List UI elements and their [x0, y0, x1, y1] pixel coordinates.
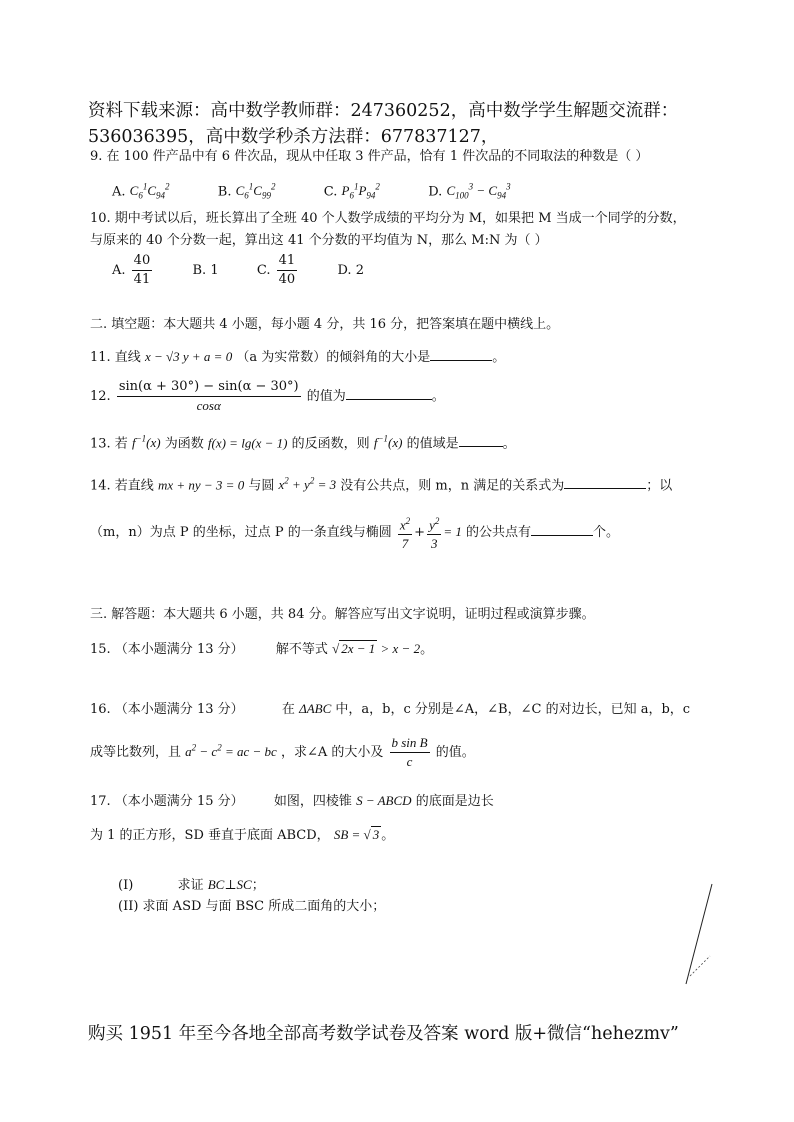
question-12	[90, 378, 445, 415]
question-17-line-1	[90, 790, 494, 813]
question-17-line-2: 为 1 的正方形，SD 垂直于底面 ABCD， SB = √ 3 。	[90, 827, 395, 843]
q9-option-d-expr: $C_{100}^3 - C_{94}^3$	[446, 182, 511, 201]
q17-part1-text: 求证	[177, 878, 204, 893]
section-2-heading: 二. 填空题：本大题共 4 小题，每小题 4 分，共 16 分，把答案填在题中横线上。	[90, 317, 560, 332]
q13-function: f(x) = lg(x − 1)	[207, 435, 288, 451]
q12-answer-blank[interactable]	[346, 385, 432, 400]
q17-line1a: 如图，四棱锥	[273, 794, 352, 809]
q17-part1: (I)	[118, 878, 134, 893]
section-3-heading: 三. 解答题：本大题共 6 小题，共 84 分。解答应写出文字说明，证明过程或演算步骤。	[90, 607, 595, 622]
question-16-line-1	[90, 698, 690, 721]
q16-label: 16. （本小题满分 13 分）	[90, 702, 244, 717]
q16-triangle: ΔABC	[299, 701, 332, 716]
q9-option-b-label: B.	[217, 184, 232, 200]
q13-end: 。	[502, 436, 516, 452]
question-17-part-1: (I) 求证 BC⊥SC；	[118, 877, 265, 893]
q16-condition: $a^2 - c^2$ = ac − bc	[185, 742, 277, 759]
footer-advert: 购买 1951 年至今各地全部高考数学试卷及答案 word 版+微信“hehezmv”	[88, 1024, 679, 1044]
question-9-text: 9. 在 100 件产品中有 6 件次品，现从中任取 3 件产品，恰有 1 件次品的不同取法的种数是（ ）	[90, 149, 649, 164]
q14-line-eq: mx + ny − 3 = 0	[157, 477, 245, 493]
q9-option-a-label: A.	[112, 184, 126, 200]
q17-perpendicular: BC⊥SC	[207, 877, 252, 892]
q13-inverse-1: $f^{-1}(x)$	[131, 434, 161, 451]
q15-label: 15. （本小题满分 13 分）	[90, 642, 244, 657]
q10-fa-den: 41	[133, 272, 151, 287]
q17-line1b: 的底面是边长	[415, 794, 494, 809]
q16-pre: 在	[281, 702, 295, 717]
q14-line1a: 14. 若直线	[90, 478, 154, 494]
q14-ellipse-x-term: $\frac{x^2}{7}$	[398, 512, 412, 553]
q13-tail: 的值域是	[406, 436, 459, 452]
question-13	[90, 428, 516, 455]
q16-line2c: 的值。	[435, 745, 475, 760]
q12-denominator: cosα	[196, 398, 221, 413]
q15-inequality: √ 2x − 1 > x − 2	[332, 641, 421, 656]
header-line-1: 资料下载来源：高中数学教师群：247360252，高中数学学生解题交流群：	[88, 101, 679, 121]
q17-pyramid: S − ABCD	[356, 793, 412, 808]
q14-answer-blank-1[interactable]	[564, 474, 646, 489]
pyramid-figure-fragment	[670, 880, 730, 990]
q13-mid1: 为函数	[164, 436, 204, 452]
q14-line1d: ；以	[646, 478, 673, 494]
q12-tail: 的值为	[306, 389, 346, 404]
q9-option-a-expr: $C_6^1C_{94}^2$	[129, 182, 170, 201]
q14-line2c: 个。	[593, 525, 620, 541]
q12-fraction	[117, 378, 301, 415]
q9-option-b-expr: $C_6^1C_{99}^2$	[235, 182, 276, 201]
q16-line2a: 成等比数列，且	[90, 745, 182, 760]
q10-option-d: D. 2	[337, 263, 364, 278]
q10-fc-num: 41	[277, 252, 298, 271]
q13-mid2: 的反函数，则	[291, 436, 370, 452]
q10-option-a-fraction	[132, 252, 153, 289]
q17-line2: 为 1 的正方形，SD 垂直于底面 ABCD，	[90, 828, 330, 843]
question-10-line-2: 与原来的 40 个分数一起，算出这 41 个分数的平均值为 N，那么 M:N 为（ ）	[90, 233, 548, 248]
q10-fa-num: 40	[132, 252, 153, 271]
q14-circle-eq: $x^2 + y^2 = 3$	[278, 476, 337, 493]
q11-num: 11. 直线	[90, 350, 141, 365]
q15-end: 。	[420, 642, 434, 657]
question-11	[90, 346, 505, 369]
q9-option-c-label: C.	[323, 184, 338, 200]
q14-line1c: 没有公共点，则 m，n 满足的关系式为	[340, 478, 565, 494]
q11-tail: （a 为实常数）的倾斜角的大小是	[236, 350, 431, 365]
q10-option-a-label: A.	[112, 263, 126, 278]
q11-answer-blank[interactable]	[430, 346, 492, 361]
q10-fc-den: 40	[278, 272, 296, 287]
question-10-options	[112, 252, 364, 289]
question-9-options	[112, 182, 511, 201]
q16-line1: 中，a，b，c 分别是∠A，∠B，∠C 的对边长，已知 a，b，c	[335, 702, 691, 717]
q10-option-c-label: C.	[256, 263, 271, 278]
q10-option-c-fraction	[277, 252, 298, 289]
q14-ellipse-y-term: $\frac{y^2}{3}$	[427, 512, 441, 553]
q16-fraction: $\frac{\text{b sin B}}{c}$	[391, 735, 428, 769]
q9-option-d-label: D.	[428, 184, 443, 200]
q12-num: 12.	[90, 389, 111, 404]
q15-text: 解不等式	[275, 642, 328, 657]
q13-num: 13. 若	[90, 436, 128, 452]
q11-equation: x − √3 y + a = 0	[144, 349, 233, 364]
header-line-2: 536036395，高中数学秒杀方法群：677837127，	[88, 127, 499, 147]
q16-line2b: ，求∠A 的大小及	[280, 745, 384, 760]
q10-option-b: B. 1	[192, 263, 219, 278]
question-10-line-1: 10. 期中考试以后，班长算出了全班 40 个人数学成绩的平均分为 M，如果把 M 当成一个同学的分数，	[90, 211, 686, 226]
question-15	[90, 638, 433, 661]
q11-end: 。	[492, 350, 506, 365]
q14-answer-blank-2[interactable]	[531, 521, 593, 536]
q17-label: 17. （本小题满分 15 分）	[90, 794, 244, 809]
q14-line2b: 的公共点有	[466, 525, 532, 541]
question-17-part-2: (II) 求面 ASD 与面 BSC 所成二面角的大小；	[118, 899, 386, 914]
q14-line2a: （m，n）为点 P 的坐标，过点 P 的一条直线与椭圆	[90, 525, 392, 541]
source-header	[88, 98, 678, 150]
q12-end: 。	[431, 389, 445, 404]
q14-line1b: 与圆	[248, 478, 275, 494]
q12-numerator: sin(α + 30°) − sin(α − 30°)	[117, 378, 301, 397]
question-16-line-2	[90, 734, 475, 771]
question-14-line-1	[90, 470, 672, 497]
q9-option-c-expr: $P_6^1P_{94}^2$	[341, 182, 380, 201]
q13-inverse-2: $f^{-1}(x)$	[373, 434, 403, 451]
q17-sb-length: SB = √ 3	[333, 827, 380, 842]
figure-edge-line	[686, 884, 712, 984]
q13-answer-blank[interactable]	[459, 432, 503, 447]
question-14-line-2: （m，n）为点 P 的坐标，过点 P 的一条直线与椭圆 $\frac{x^2}{7}$ + $\frac{y^2}{3}$ = 1 的公共点有 个。	[90, 512, 619, 553]
